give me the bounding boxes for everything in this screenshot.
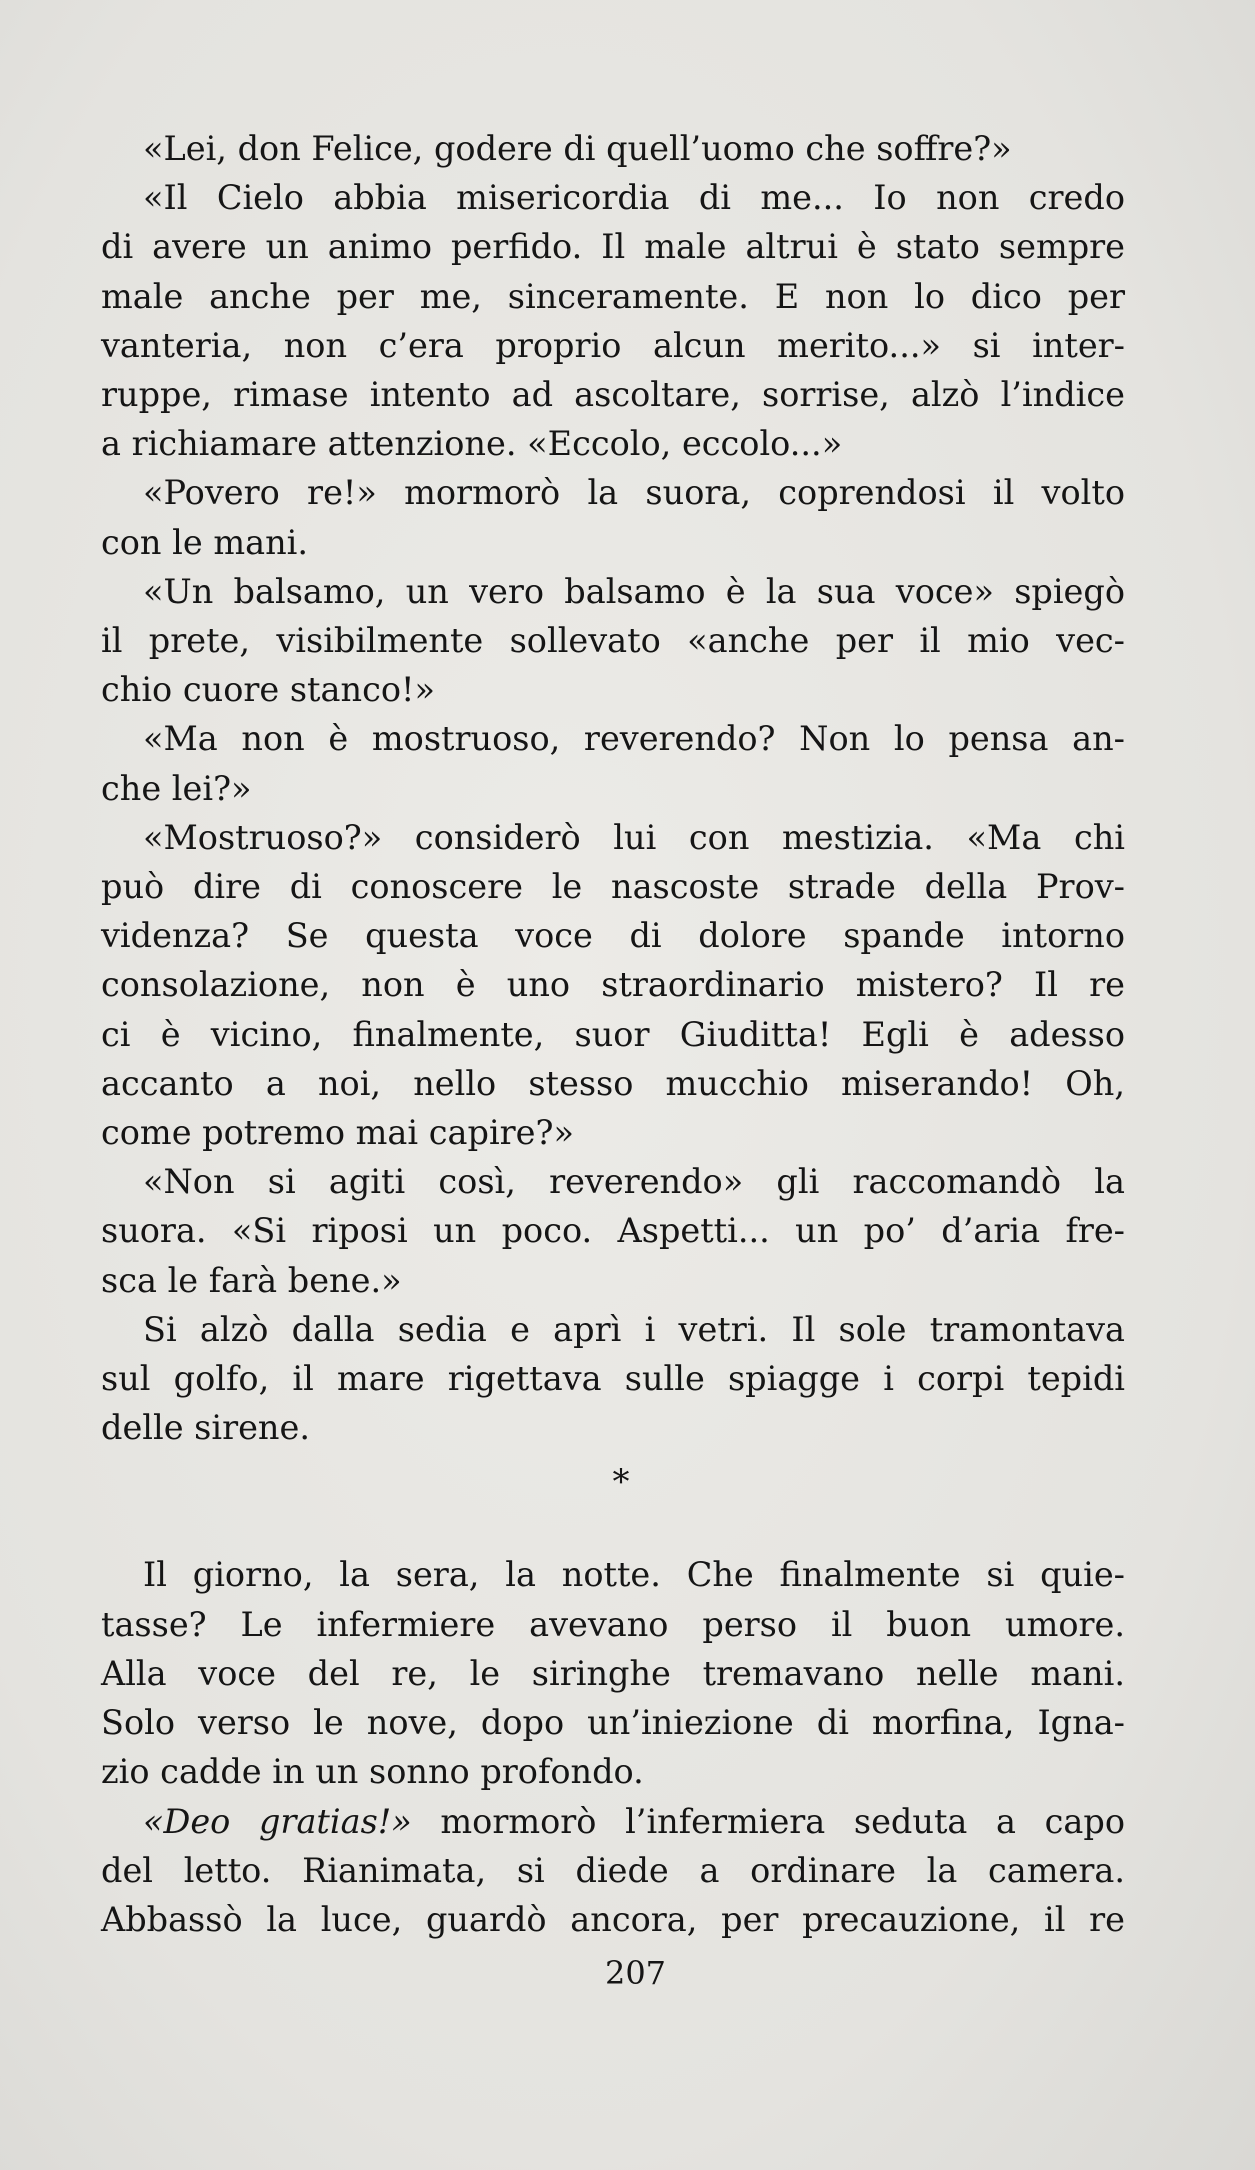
text-line: che lei?» <box>101 768 252 808</box>
text-line: con le mani. <box>101 522 309 562</box>
text-line: male anche per me, sinceramente. E non lo dico per <box>101 276 1125 316</box>
paragraph-6 <box>101 813 1125 1157</box>
text-line <box>101 1797 1125 1846</box>
text-line: sca le farà bene.» <box>101 1260 402 1300</box>
paragraph-2 <box>101 173 1125 468</box>
page-number: 207 <box>604 1954 667 1992</box>
text-line: Il giorno, la sera, la notte. Che finalmente si quie- <box>143 1555 1125 1595</box>
text-line: come potremo mai capire?» <box>101 1113 574 1153</box>
text-line: Si alzò dalla sedia e aprì i vetri. Il sole tramontava <box>143 1309 1125 1349</box>
text-line: delle sirene. <box>101 1408 310 1448</box>
text-line: «Mostruoso?» considerò lui con mestizia. «Ma chi <box>143 817 1125 857</box>
paragraph-5 <box>101 714 1125 812</box>
text-line: tasse? Le infermiere avevano perso il buon umore. <box>101 1604 1125 1644</box>
text-line: ci è vicino, finalmente, suor Giuditta! Egli è adesso <box>101 1014 1125 1054</box>
paragraph-3 <box>101 468 1125 566</box>
text-line: di avere un animo perfido. Il male altrui è stato sempre <box>101 227 1125 267</box>
paragraph-7 <box>101 1157 1125 1305</box>
paragraph-9 <box>101 1550 1125 1796</box>
text-line: il prete, visibilmente sollevato «anche per il mio vec- <box>101 621 1125 661</box>
text-line: «Un balsamo, un vero balsamo è la sua voce» spiegò <box>143 571 1125 611</box>
text-line-rest: mormorò l’infermiera seduta a capo <box>411 1801 1125 1841</box>
text-line: chio cuore stanco!» <box>101 670 435 710</box>
text-line: zio cadde in un sonno profondo. <box>101 1752 644 1792</box>
italic-phrase: «Deo gratias!» <box>143 1801 412 1841</box>
text-line: accanto a noi, nello stesso mucchio miserando! Oh, <box>101 1063 1125 1103</box>
text-line: «Non si agiti così, reverendo» gli raccomandò la <box>143 1162 1125 1202</box>
body-text <box>101 124 1125 1944</box>
text-line: Solo verso le nove, dopo un’iniezione di morfina, Igna- <box>101 1703 1125 1743</box>
paragraph-4 <box>101 567 1125 715</box>
text-line: sul golfo, il mare rigettava sulle spiagge i corpi tepidi <box>101 1359 1125 1399</box>
text-line: Abbassò la luce, guardò ancora, per precauzione, il re <box>101 1899 1125 1939</box>
text-line: vanteria, non c’era proprio alcun merito...» si inter- <box>101 325 1125 365</box>
text-line: videnza? Se questa voce di dolore spande intorno <box>101 916 1125 956</box>
text-line: «Ma non è mostruoso, reverendo? Non lo pensa an- <box>143 719 1125 759</box>
text-line: può dire di conoscere le nascoste strade della Prov- <box>101 867 1125 907</box>
text-line: a richiamare attenzione. «Eccolo, eccolo...» <box>101 424 843 464</box>
text-line: consolazione, non è uno straordinario mistero? Il re <box>101 965 1125 1005</box>
text-line: «Povero re!» mormorò la suora, coprendosi il volto <box>143 473 1125 513</box>
paragraph-8 <box>101 1305 1125 1453</box>
section-separator: * <box>612 1462 630 1503</box>
text-line: «Lei, don Felice, godere di quell’uomo che soffre?» <box>143 129 1012 168</box>
text-line: ruppe, rimase intento ad ascoltare, sorrise, alzò l’indice <box>101 375 1125 415</box>
text-line: «Il Cielo abbia misericordia di me... Io non credo <box>143 178 1125 218</box>
paragraph-1 <box>101 124 1125 173</box>
text-line: Alla voce del re, le siringhe tremavano nelle mani. <box>101 1653 1125 1693</box>
paragraph-10 <box>101 1797 1125 1945</box>
text-line: del letto. Rianimata, si diede a ordinare la camera. <box>101 1850 1125 1890</box>
text-line: suora. «Si riposi un poco. Aspetti... un po’ d’aria fre- <box>101 1211 1125 1251</box>
